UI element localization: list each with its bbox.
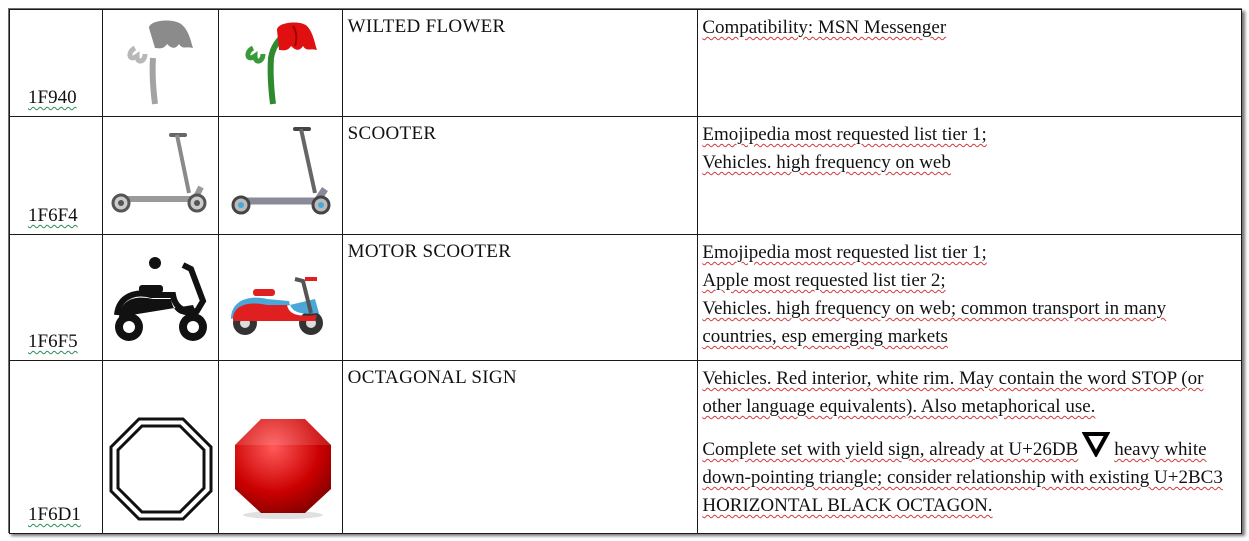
character-name: SCOOTER [347,123,437,144]
code-cell [10,10,103,117]
note-line: Vehicles. high frequency on web; common transport in many countries, esp emerging markets [702,298,1167,347]
emoji-proposal-table [9,9,1242,534]
note-line: Compatibility: MSN Messenger [702,17,947,38]
wilted-flower-gray-icon [125,18,197,106]
bw-image-cell [102,235,218,361]
table-row [10,10,1242,117]
bw-image-cell [102,10,218,117]
table-row [10,235,1242,361]
name-cell [342,10,698,117]
notes-cell [698,117,1242,235]
code-point: 1F6D1 [28,504,81,525]
character-name: OCTAGONAL SIGN [347,367,517,388]
kick-scooter-blue-icon [227,123,337,227]
notes-cell [698,10,1242,117]
table-row [10,361,1242,534]
color-image-cell [218,361,342,534]
code-point: 1F6F4 [28,205,78,226]
kick-scooter-gray-icon [109,127,213,227]
note-paragraph: Vehicles. Red interior, white rim. May contain the word STOP (or other language equivalents). Also metaphorical use. [702,368,1204,417]
notes-cell [698,235,1242,361]
code-cell [10,117,103,235]
note-line: Emojipedia most requested list tier 1; [702,242,987,263]
emoji-proposal-table-frame [8,8,1242,533]
code-point: 1F940 [28,87,77,108]
octagon-outline-icon [109,417,213,521]
octagon-red-icon [233,417,333,521]
note-line: Vehicles. high frequency on web [702,152,951,173]
note-paragraph: Complete set with yield sign, already at U+26DB heavy white down-pointing triangle; consider relationship with existing U+2BC3 HORIZONTAL BLACK OCTAGON. [702,431,1237,520]
notes-cell [698,361,1242,534]
color-image-cell [218,235,342,361]
code-cell [10,235,103,361]
down-pointing-triangle-icon [1082,431,1110,457]
name-cell [342,117,698,235]
color-image-cell [218,117,342,235]
note-line: Emojipedia most requested list tier 1; [702,124,987,145]
character-name: WILTED FLOWER [347,16,506,37]
character-name: MOTOR SCOOTER [347,241,512,262]
color-image-cell [218,10,342,117]
name-cell [342,235,698,361]
note-line: Apple most requested list tier 2; [702,270,946,291]
bw-image-cell [102,361,218,534]
code-point: 1F6F5 [28,331,78,352]
motor-scooter-red-icon [227,275,331,341]
name-cell [342,361,698,534]
bw-image-cell [102,117,218,235]
table-row [10,117,1242,235]
motor-scooter-black-icon [113,255,209,347]
wilted-flower-red-icon [243,18,319,106]
code-cell [10,361,103,534]
